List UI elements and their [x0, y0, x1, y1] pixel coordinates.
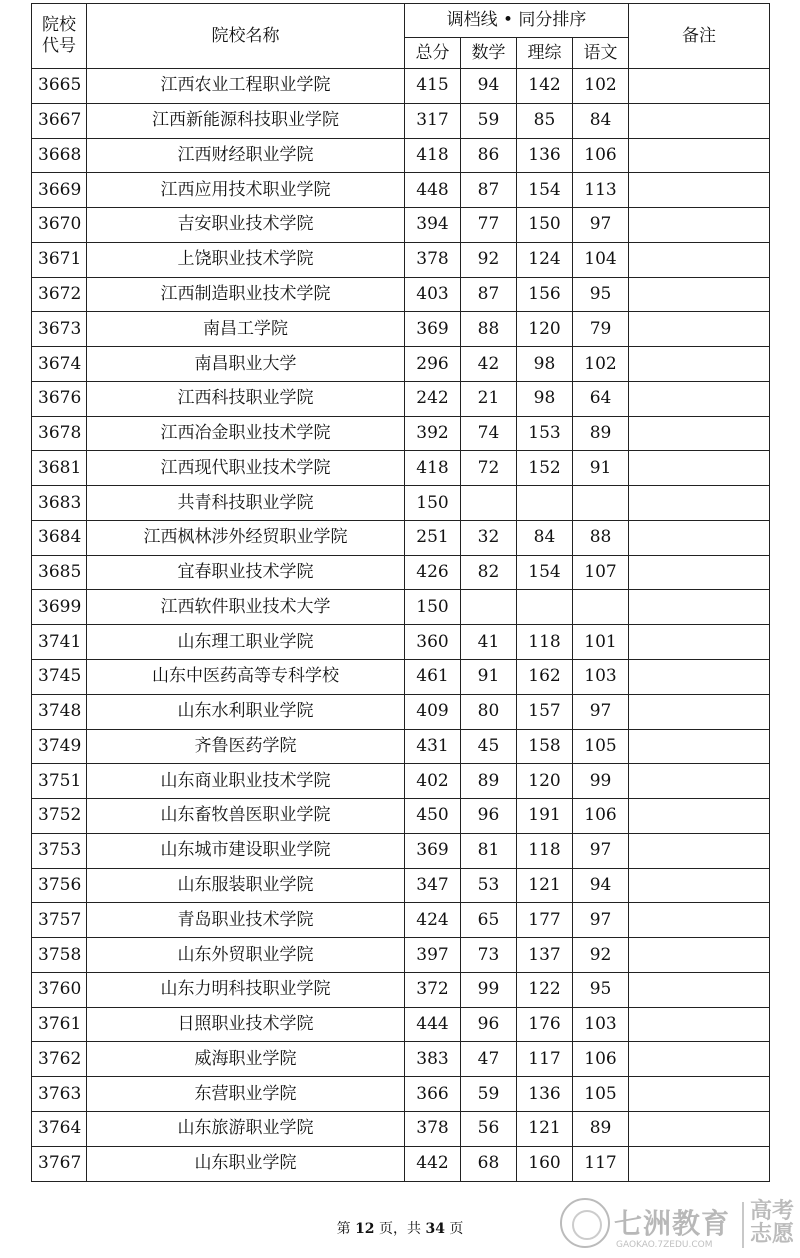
table-row [32, 903, 770, 938]
table-row [32, 138, 770, 173]
cell-chinese: 94 [573, 868, 629, 903]
logo-url: GAOKAO.7ZEDU.COM [616, 1240, 713, 1250]
header-code-line1: 院校 [42, 14, 76, 35]
table-row [32, 451, 770, 486]
table-row [32, 242, 770, 277]
cell-note [629, 938, 770, 973]
cell-code: 3741 [32, 625, 87, 660]
cell-chinese: 97 [573, 903, 629, 938]
cell-chinese: 92 [573, 938, 629, 973]
cell-total: 378 [405, 1111, 461, 1146]
table-row [32, 555, 770, 590]
cell-science: 122 [517, 972, 573, 1007]
cell-science: 176 [517, 1007, 573, 1042]
cell-note [629, 138, 770, 173]
cell-note [629, 1042, 770, 1077]
table-row [32, 1077, 770, 1112]
cell-total: 403 [405, 277, 461, 312]
cell-science: 162 [517, 660, 573, 695]
cell-code: 3673 [32, 312, 87, 347]
cell-total: 369 [405, 833, 461, 868]
cell-total: 150 [405, 590, 461, 625]
cell-chinese: 105 [573, 1077, 629, 1112]
table-row [32, 416, 770, 451]
cell-science: 121 [517, 868, 573, 903]
cell-name: 东营职业学院 [87, 1077, 405, 1112]
cell-total: 150 [405, 486, 461, 521]
cell-note [629, 242, 770, 277]
cell-total: 431 [405, 729, 461, 764]
table-row [32, 799, 770, 834]
footer-suffix: 页 [444, 1221, 464, 1237]
cell-note [629, 312, 770, 347]
cell-name: 吉安职业技术学院 [87, 208, 405, 243]
cell-chinese: 79 [573, 312, 629, 347]
table-row [32, 277, 770, 312]
logo-divider [742, 1202, 744, 1248]
cell-note [629, 972, 770, 1007]
cell-science: 142 [517, 69, 573, 104]
cell-code: 3760 [32, 972, 87, 1007]
cell-math: 59 [461, 1077, 517, 1112]
cell-total: 418 [405, 451, 461, 486]
cell-total: 461 [405, 660, 461, 695]
cell-name: 齐鲁医药学院 [87, 729, 405, 764]
cell-code: 3667 [32, 103, 87, 138]
cell-note [629, 799, 770, 834]
cell-total: 415 [405, 69, 461, 104]
cell-name: 青岛职业技术学院 [87, 903, 405, 938]
cell-code: 3678 [32, 416, 87, 451]
cell-math: 72 [461, 451, 517, 486]
cell-name: 威海职业学院 [87, 1042, 405, 1077]
cell-chinese: 102 [573, 69, 629, 104]
cell-name: 江西应用技术职业学院 [87, 173, 405, 208]
cell-name: 山东水利职业学院 [87, 694, 405, 729]
cell-name: 山东外贸职业学院 [87, 938, 405, 973]
cell-chinese: 64 [573, 381, 629, 416]
cell-total: 409 [405, 694, 461, 729]
cell-science: 98 [517, 381, 573, 416]
cell-note [629, 868, 770, 903]
cell-chinese: 97 [573, 833, 629, 868]
cell-total: 424 [405, 903, 461, 938]
cell-code: 3752 [32, 799, 87, 834]
cell-name: 江西科技职业学院 [87, 381, 405, 416]
cell-note [629, 520, 770, 555]
table-row [32, 833, 770, 868]
cell-code: 3685 [32, 555, 87, 590]
table-body [32, 69, 770, 1182]
cell-note [629, 1077, 770, 1112]
cell-total: 418 [405, 138, 461, 173]
cell-science: 117 [517, 1042, 573, 1077]
cell-code: 3681 [32, 451, 87, 486]
logo-side1: 高考 [750, 1199, 795, 1224]
cell-name: 南昌工学院 [87, 312, 405, 347]
footer-prefix: 第 [336, 1221, 356, 1237]
brand-logo [560, 1198, 800, 1254]
cell-science: 118 [517, 625, 573, 660]
cell-total: 426 [405, 555, 461, 590]
table-row [32, 590, 770, 625]
cell-note [629, 103, 770, 138]
table-row [32, 764, 770, 799]
cell-note [629, 660, 770, 695]
header-group: 调档线 • 同分排序 [405, 4, 629, 38]
cell-math: 87 [461, 277, 517, 312]
cell-note [629, 764, 770, 799]
cell-total: 296 [405, 347, 461, 382]
cell-name: 江西财经职业学院 [87, 138, 405, 173]
cell-total: 450 [405, 799, 461, 834]
cell-science: 137 [517, 938, 573, 973]
cell-math: 92 [461, 242, 517, 277]
cell-math: 53 [461, 868, 517, 903]
cell-chinese: 99 [573, 764, 629, 799]
cell-total: 366 [405, 1077, 461, 1112]
cell-science: 156 [517, 277, 573, 312]
cell-total: 372 [405, 972, 461, 1007]
cell-name: 南昌职业大学 [87, 347, 405, 382]
table-row [32, 660, 770, 695]
cell-math: 65 [461, 903, 517, 938]
cell-math: 86 [461, 138, 517, 173]
table-row [32, 938, 770, 973]
footer-middle: 页，共 [374, 1221, 426, 1237]
cell-total: 251 [405, 520, 461, 555]
cell-science [517, 486, 573, 521]
table-row [32, 868, 770, 903]
cell-chinese: 107 [573, 555, 629, 590]
cell-code: 3683 [32, 486, 87, 521]
cell-math: 73 [461, 938, 517, 973]
cell-math: 32 [461, 520, 517, 555]
cell-chinese: 103 [573, 1007, 629, 1042]
cell-code: 3745 [32, 660, 87, 695]
cell-chinese [573, 486, 629, 521]
logo-name: 七洲教育 [614, 1207, 731, 1240]
cell-name: 山东商业职业技术学院 [87, 764, 405, 799]
cell-total: 369 [405, 312, 461, 347]
cell-note [629, 208, 770, 243]
cell-name: 山东城市建设职业学院 [87, 833, 405, 868]
cell-code: 3758 [32, 938, 87, 973]
table-row [32, 69, 770, 104]
footer-page: 12 [355, 1221, 375, 1237]
table-row [32, 972, 770, 1007]
cell-math: 45 [461, 729, 517, 764]
cell-math: 77 [461, 208, 517, 243]
cell-total: 242 [405, 381, 461, 416]
cell-science: 152 [517, 451, 573, 486]
cell-chinese: 97 [573, 208, 629, 243]
table-row [32, 208, 770, 243]
cell-chinese: 113 [573, 173, 629, 208]
cell-name: 山东旅游职业学院 [87, 1111, 405, 1146]
cell-math: 89 [461, 764, 517, 799]
cell-science: 153 [517, 416, 573, 451]
header-code [32, 4, 87, 69]
cell-chinese: 101 [573, 625, 629, 660]
cell-code: 3767 [32, 1146, 87, 1181]
admission-score-table [31, 3, 770, 1182]
cell-note [629, 1007, 770, 1042]
table-row [32, 347, 770, 382]
header-math: 数学 [461, 38, 517, 69]
cell-code: 3756 [32, 868, 87, 903]
cell-science: 124 [517, 242, 573, 277]
cell-chinese: 97 [573, 694, 629, 729]
cell-chinese: 95 [573, 277, 629, 312]
cell-science: 154 [517, 173, 573, 208]
cell-note [629, 173, 770, 208]
header-code-line2: 代号 [42, 36, 76, 56]
cell-science: 177 [517, 903, 573, 938]
cell-code: 3665 [32, 69, 87, 104]
cell-total: 397 [405, 938, 461, 973]
cell-total: 402 [405, 764, 461, 799]
table-row [32, 1042, 770, 1077]
cell-code: 3763 [32, 1077, 87, 1112]
cell-total: 360 [405, 625, 461, 660]
cell-math: 87 [461, 173, 517, 208]
cell-science: 85 [517, 103, 573, 138]
table-row [32, 381, 770, 416]
cell-note [629, 347, 770, 382]
cell-science: 118 [517, 833, 573, 868]
cell-code: 3757 [32, 903, 87, 938]
cell-chinese: 104 [573, 242, 629, 277]
cell-note [629, 381, 770, 416]
table-row [32, 694, 770, 729]
table-row [32, 1146, 770, 1181]
cell-name: 山东中医药高等专科学校 [87, 660, 405, 695]
cell-code: 3672 [32, 277, 87, 312]
cell-science: 154 [517, 555, 573, 590]
cell-chinese: 84 [573, 103, 629, 138]
cell-code: 3699 [32, 590, 87, 625]
cell-code: 3668 [32, 138, 87, 173]
table-row [32, 1111, 770, 1146]
cell-name: 江西冶金职业技术学院 [87, 416, 405, 451]
cell-code: 3748 [32, 694, 87, 729]
cell-chinese: 102 [573, 347, 629, 382]
cell-name: 山东畜牧兽医职业学院 [87, 799, 405, 834]
cell-chinese: 89 [573, 416, 629, 451]
cell-code: 3670 [32, 208, 87, 243]
cell-math: 96 [461, 1007, 517, 1042]
cell-math: 47 [461, 1042, 517, 1077]
cell-name: 山东理工职业学院 [87, 625, 405, 660]
cell-science: 191 [517, 799, 573, 834]
table-row [32, 103, 770, 138]
header-note: 备注 [629, 4, 770, 69]
cell-math: 74 [461, 416, 517, 451]
cell-note [629, 903, 770, 938]
cell-math: 81 [461, 833, 517, 868]
cell-math: 91 [461, 660, 517, 695]
cell-total: 394 [405, 208, 461, 243]
cell-name: 宜春职业技术学院 [87, 555, 405, 590]
cell-note [629, 486, 770, 521]
header-science: 理综 [517, 38, 573, 69]
cell-science: 120 [517, 312, 573, 347]
cell-science: 84 [517, 520, 573, 555]
cell-name: 江西枫林涉外经贸职业学院 [87, 520, 405, 555]
cell-note [629, 451, 770, 486]
cell-chinese: 88 [573, 520, 629, 555]
cell-total: 317 [405, 103, 461, 138]
cell-math: 94 [461, 69, 517, 104]
cell-name: 山东职业学院 [87, 1146, 405, 1181]
cell-note [629, 1146, 770, 1181]
cell-math: 56 [461, 1111, 517, 1146]
cell-total: 448 [405, 173, 461, 208]
footer-total: 34 [425, 1221, 445, 1237]
cell-note [629, 69, 770, 104]
table-row [32, 520, 770, 555]
cell-chinese: 117 [573, 1146, 629, 1181]
cell-total: 347 [405, 868, 461, 903]
cell-chinese: 106 [573, 138, 629, 173]
cell-math [461, 486, 517, 521]
header-chinese: 语文 [573, 38, 629, 69]
cell-name: 山东服装职业学院 [87, 868, 405, 903]
cell-code: 3764 [32, 1111, 87, 1146]
cell-total: 392 [405, 416, 461, 451]
table-row [32, 312, 770, 347]
cell-code: 3749 [32, 729, 87, 764]
table-row [32, 1007, 770, 1042]
cell-code: 3669 [32, 173, 87, 208]
cell-chinese: 91 [573, 451, 629, 486]
cell-note [629, 416, 770, 451]
cell-science: 157 [517, 694, 573, 729]
cell-code: 3676 [32, 381, 87, 416]
cell-math: 21 [461, 381, 517, 416]
cell-note [629, 694, 770, 729]
header-total: 总分 [405, 38, 461, 69]
cell-name: 江西农业工程职业学院 [87, 69, 405, 104]
cell-name: 日照职业技术学院 [87, 1007, 405, 1042]
cell-math: 96 [461, 799, 517, 834]
cell-code: 3674 [32, 347, 87, 382]
cell-math [461, 590, 517, 625]
cell-math: 99 [461, 972, 517, 1007]
cell-name: 山东力明科技职业学院 [87, 972, 405, 1007]
header-row-top [32, 4, 770, 38]
cell-science: 98 [517, 347, 573, 382]
header-name: 院校名称 [87, 4, 405, 69]
cell-code: 3761 [32, 1007, 87, 1042]
cell-total: 378 [405, 242, 461, 277]
cell-math: 82 [461, 555, 517, 590]
cell-math: 88 [461, 312, 517, 347]
table-row [32, 625, 770, 660]
cell-name: 江西制造职业技术学院 [87, 277, 405, 312]
cell-name: 江西新能源科技职业学院 [87, 103, 405, 138]
cell-math: 59 [461, 103, 517, 138]
cell-chinese [573, 590, 629, 625]
cell-math: 80 [461, 694, 517, 729]
cell-note [629, 277, 770, 312]
cell-science: 158 [517, 729, 573, 764]
cell-chinese: 105 [573, 729, 629, 764]
cell-science [517, 590, 573, 625]
cell-science: 120 [517, 764, 573, 799]
logo-side-text [750, 1200, 794, 1246]
cell-total: 444 [405, 1007, 461, 1042]
cell-math: 42 [461, 347, 517, 382]
cell-science: 150 [517, 208, 573, 243]
cell-code: 3671 [32, 242, 87, 277]
cell-chinese: 89 [573, 1111, 629, 1146]
cell-name: 江西现代职业技术学院 [87, 451, 405, 486]
table-row [32, 729, 770, 764]
cell-name: 上饶职业技术学院 [87, 242, 405, 277]
cell-chinese: 103 [573, 660, 629, 695]
cell-total: 383 [405, 1042, 461, 1077]
table-row [32, 486, 770, 521]
cell-science: 160 [517, 1146, 573, 1181]
cell-science: 121 [517, 1111, 573, 1146]
cell-math: 68 [461, 1146, 517, 1181]
cell-chinese: 106 [573, 1042, 629, 1077]
cell-note [629, 833, 770, 868]
cell-chinese: 95 [573, 972, 629, 1007]
cell-chinese: 106 [573, 799, 629, 834]
cell-note [629, 625, 770, 660]
cell-total: 442 [405, 1146, 461, 1181]
cell-code: 3762 [32, 1042, 87, 1077]
cell-math: 41 [461, 625, 517, 660]
cell-note [629, 555, 770, 590]
cell-science: 136 [517, 1077, 573, 1112]
cell-note [629, 729, 770, 764]
cell-name: 共青科技职业学院 [87, 486, 405, 521]
logo-side2: 志愿 [750, 1222, 795, 1248]
cell-code: 3753 [32, 833, 87, 868]
cell-science: 136 [517, 138, 573, 173]
seal-icon [560, 1198, 610, 1248]
table-row [32, 173, 770, 208]
cell-note [629, 1111, 770, 1146]
cell-code: 3751 [32, 764, 87, 799]
cell-name: 江西软件职业技术大学 [87, 590, 405, 625]
cell-note [629, 590, 770, 625]
cell-code: 3684 [32, 520, 87, 555]
